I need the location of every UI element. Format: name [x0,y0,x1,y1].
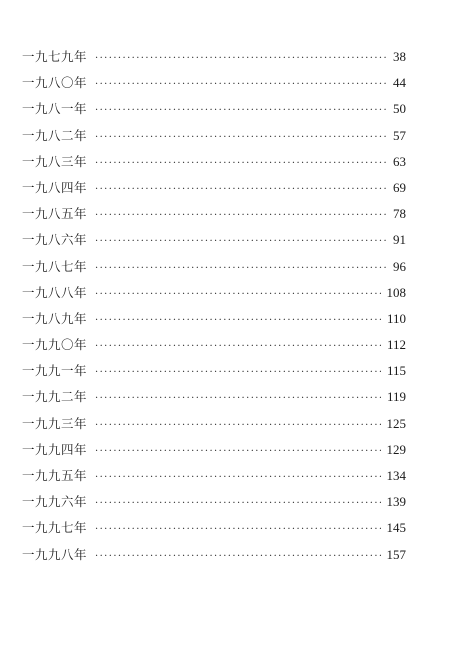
table-of-contents [22,44,406,568]
toc-entry-page-number: 69 [393,179,406,195]
toc-entry-page-number: 78 [393,206,406,222]
toc-entry-page-number: 119 [386,389,406,405]
toc-entry-page-number: 125 [386,415,406,431]
toc-entry-page-number: 63 [393,153,406,169]
toc-entry-title: 一九八三年 [22,153,88,169]
toc-dot-leader [95,282,380,308]
toc-entry-page-number: 129 [386,441,406,457]
toc-dot-leader [95,72,387,98]
toc-dot-leader [95,98,387,124]
toc-dot-leader [95,151,387,177]
toc-entry-title: 一九八七年 [22,258,88,274]
toc-dot-leader [95,386,381,412]
toc-entry [22,149,406,175]
toc-entry [22,175,406,201]
toc-entry-page-number: 145 [386,520,406,536]
toc-entry-title: 一九八五年 [22,206,88,222]
toc-entry-title: 一九八四年 [22,179,88,195]
toc-entry-title: 一九九四年 [22,441,88,457]
toc-entry [22,44,406,70]
toc-entry [22,280,406,306]
toc-entry-title: 一九八二年 [22,127,88,143]
toc-entry-page-number: 110 [386,310,406,326]
toc-entry [22,542,406,568]
toc-entry [22,306,406,332]
toc-entry-title: 一九九一年 [22,363,88,379]
toc-dot-leader [95,517,380,543]
toc-entry [22,489,406,515]
toc-dot-leader [95,544,380,570]
toc-entry-title: 一九七九年 [22,49,88,64]
toc-entry-title: 一九八九年 [22,310,88,326]
toc-entry-page-number: 57 [393,127,406,143]
toc-entry [22,123,406,149]
toc-entry-title: 一九八八年 [22,284,88,300]
toc-entry-page-number: 112 [386,337,406,353]
toc-dot-leader [95,439,380,465]
toc-entry [22,96,406,122]
toc-entry [22,70,406,96]
toc-dot-leader [95,491,380,517]
toc-entry [22,411,406,437]
toc-entry-page-number: 108 [386,284,406,300]
toc-entry-page-number: 115 [386,363,406,379]
toc-dot-leader [95,334,381,360]
toc-entry-page-number: 139 [386,494,406,510]
toc-entry-page-number: 134 [386,468,406,483]
toc-entry-title: 一九九八年 [22,546,88,562]
toc-dot-leader [95,203,387,229]
toc-entry-title: 一九九五年 [22,468,88,483]
toc-entry-page-number: 91 [393,232,406,248]
toc-entry-title: 一九八一年 [22,101,88,117]
toc-dot-leader [95,413,380,439]
toc-entry [22,254,406,280]
toc-entry-title: 一九九二年 [22,389,88,405]
toc-entry-title: 一九八〇年 [22,75,88,91]
toc-entry [22,437,406,463]
toc-entry [22,201,406,227]
toc-entry [22,227,406,253]
toc-entry-page-number: 96 [393,258,406,274]
toc-dot-leader [95,308,381,334]
toc-entry [22,332,406,358]
toc-entry-title: 一九九〇年 [22,337,88,353]
toc-entry-title: 一九九六年 [22,494,88,510]
toc-entry-page-number: 157 [386,546,406,562]
toc-dot-leader [95,177,387,203]
toc-dot-leader [95,229,387,255]
toc-dot-leader [95,125,387,151]
toc-entry [22,463,406,489]
toc-entry-page-number: 38 [393,49,406,64]
toc-entry-page-number: 44 [393,75,406,91]
toc-entry [22,384,406,410]
toc-entry-title: 一九九七年 [22,520,88,536]
toc-entry-title: 一九九三年 [22,415,88,431]
toc-entry-title: 一九八六年 [22,232,88,248]
toc-dot-leader [95,360,381,386]
toc-entry-page-number: 50 [393,101,406,117]
toc-dot-leader [95,256,387,282]
toc-entry [22,358,406,384]
toc-entry [22,515,406,541]
toc-dot-leader [95,465,380,491]
toc-dot-leader [95,46,387,72]
